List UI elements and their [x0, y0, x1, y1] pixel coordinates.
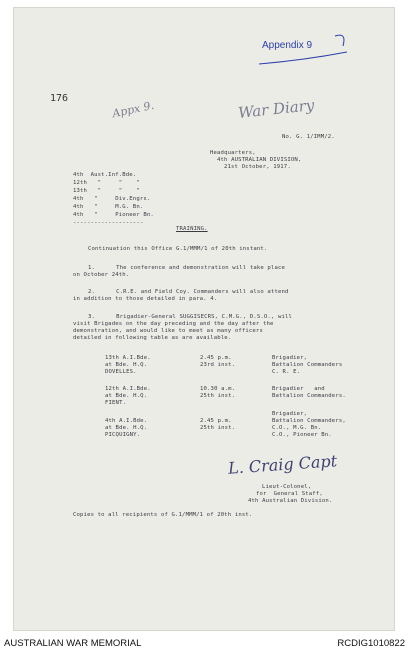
appendix-handwritten: Appx 9. [111, 98, 156, 121]
time-cell: 23rd inst. [200, 362, 236, 368]
unit-cell: DOVELLES. [105, 369, 137, 375]
attendee-cell: Battalion Commanders, [272, 418, 346, 424]
copies-note: Copies to all recipients of G.1/MMM/1 of 20th inst. [73, 512, 253, 518]
para-1-line-2: on October 24th. [73, 272, 130, 278]
para-3-line-4: detailed in following table as are available. [73, 335, 232, 341]
time-cell: 2.45 p.m. [200, 355, 232, 361]
division-line: 4th AUSTRALIAN DIVISION, [217, 157, 302, 163]
attendee-cell: C. R. E. [272, 369, 301, 375]
para-2-line-1: 2. C.R.E. and Field Coy. Commanders will also attend [88, 289, 289, 295]
signatory-rank: Lieut-Colonel, [262, 484, 312, 490]
para-3-line-1: 3. Brigadier-General SUGGISECRS, C.M.G., D.S.O., will [88, 314, 293, 320]
handwritten-signature: L. Craig Capt [227, 451, 338, 478]
archive-source: AUSTRALIAN WAR MEMORIAL [4, 638, 142, 649]
addressee-3: 13th " " " [73, 188, 140, 194]
attendee-cell: C.O., Pioneer Bn. [272, 432, 332, 438]
time-cell: 25th inst. [200, 393, 236, 399]
archive-id: RCDIG1010822 [337, 638, 405, 649]
signatory-role: for General Staff, [256, 491, 323, 497]
addressee-6: 4th " Pioneer Bn. [73, 212, 154, 218]
attendee-cell: Battalion Commanders. [272, 393, 346, 399]
date-line: 21st October, 1917. [224, 164, 291, 170]
unit-cell: PICQUIGNY. [105, 432, 141, 438]
attendee-cell: Brigadier, [272, 355, 308, 361]
war-diary-handwritten: War Diary [237, 96, 316, 122]
appendix-underline [255, 30, 355, 70]
addressee-2: 12th " " " [73, 180, 140, 186]
time-cell: 25th inst. [200, 425, 236, 431]
para-3-line-2: visit Brigades on the day preceding and the day after the [73, 321, 274, 327]
intro-paragraph: Continuation this Office G.1/MMM/1 of 20th instant. [88, 246, 268, 252]
addressee-5: 4th " M.G. Bn. [73, 204, 144, 210]
unit-cell: at Bde. H.Q. [105, 362, 148, 368]
unit-cell: 13th A.I.Bde. [105, 355, 151, 361]
unit-cell: FIENT. [105, 400, 127, 406]
reference-number: No. G. 1/IMM/2. [282, 134, 335, 140]
para-1-line-1: 1. The conference and demonstration will take place [88, 265, 285, 271]
subject-heading: TRAINING. [176, 226, 208, 232]
addressee-1: 4th Aust.Inf.Bde. [73, 172, 137, 178]
unit-cell: at Bde. H.Q. [105, 425, 148, 431]
addressee-4: 4th " Div.Engrs. [73, 196, 151, 202]
unit-cell: 12th A.I.Bde. [105, 386, 151, 392]
attendee-cell: Brigadier and [272, 386, 325, 392]
unit-cell: at Bde. H.Q. [105, 393, 148, 399]
time-cell: 2.45 p.m. [200, 418, 232, 424]
appendix-annotation: Appendix 9 [262, 40, 313, 51]
para-2-line-2: in addition to those detailed in para. 4. [73, 296, 218, 302]
attendee-cell: Battalion Commanders [272, 362, 343, 368]
page-number: 176 [50, 93, 69, 104]
attendee-cell: C.O., M.G. Bn. [272, 425, 322, 431]
para-3-line-3: demonstration, and would like to meet as many officers [73, 328, 263, 334]
unit-cell: 4th A.I.Bde. [105, 418, 148, 424]
signatory-unit: 4th Australian Division. [248, 498, 333, 504]
time-cell: 10.30 a.m. [200, 386, 236, 392]
headquarters-line: Headquarters, [210, 150, 256, 156]
attendee-cell: Brigadier, [272, 411, 308, 417]
divider-line: -------------------- [73, 220, 144, 226]
